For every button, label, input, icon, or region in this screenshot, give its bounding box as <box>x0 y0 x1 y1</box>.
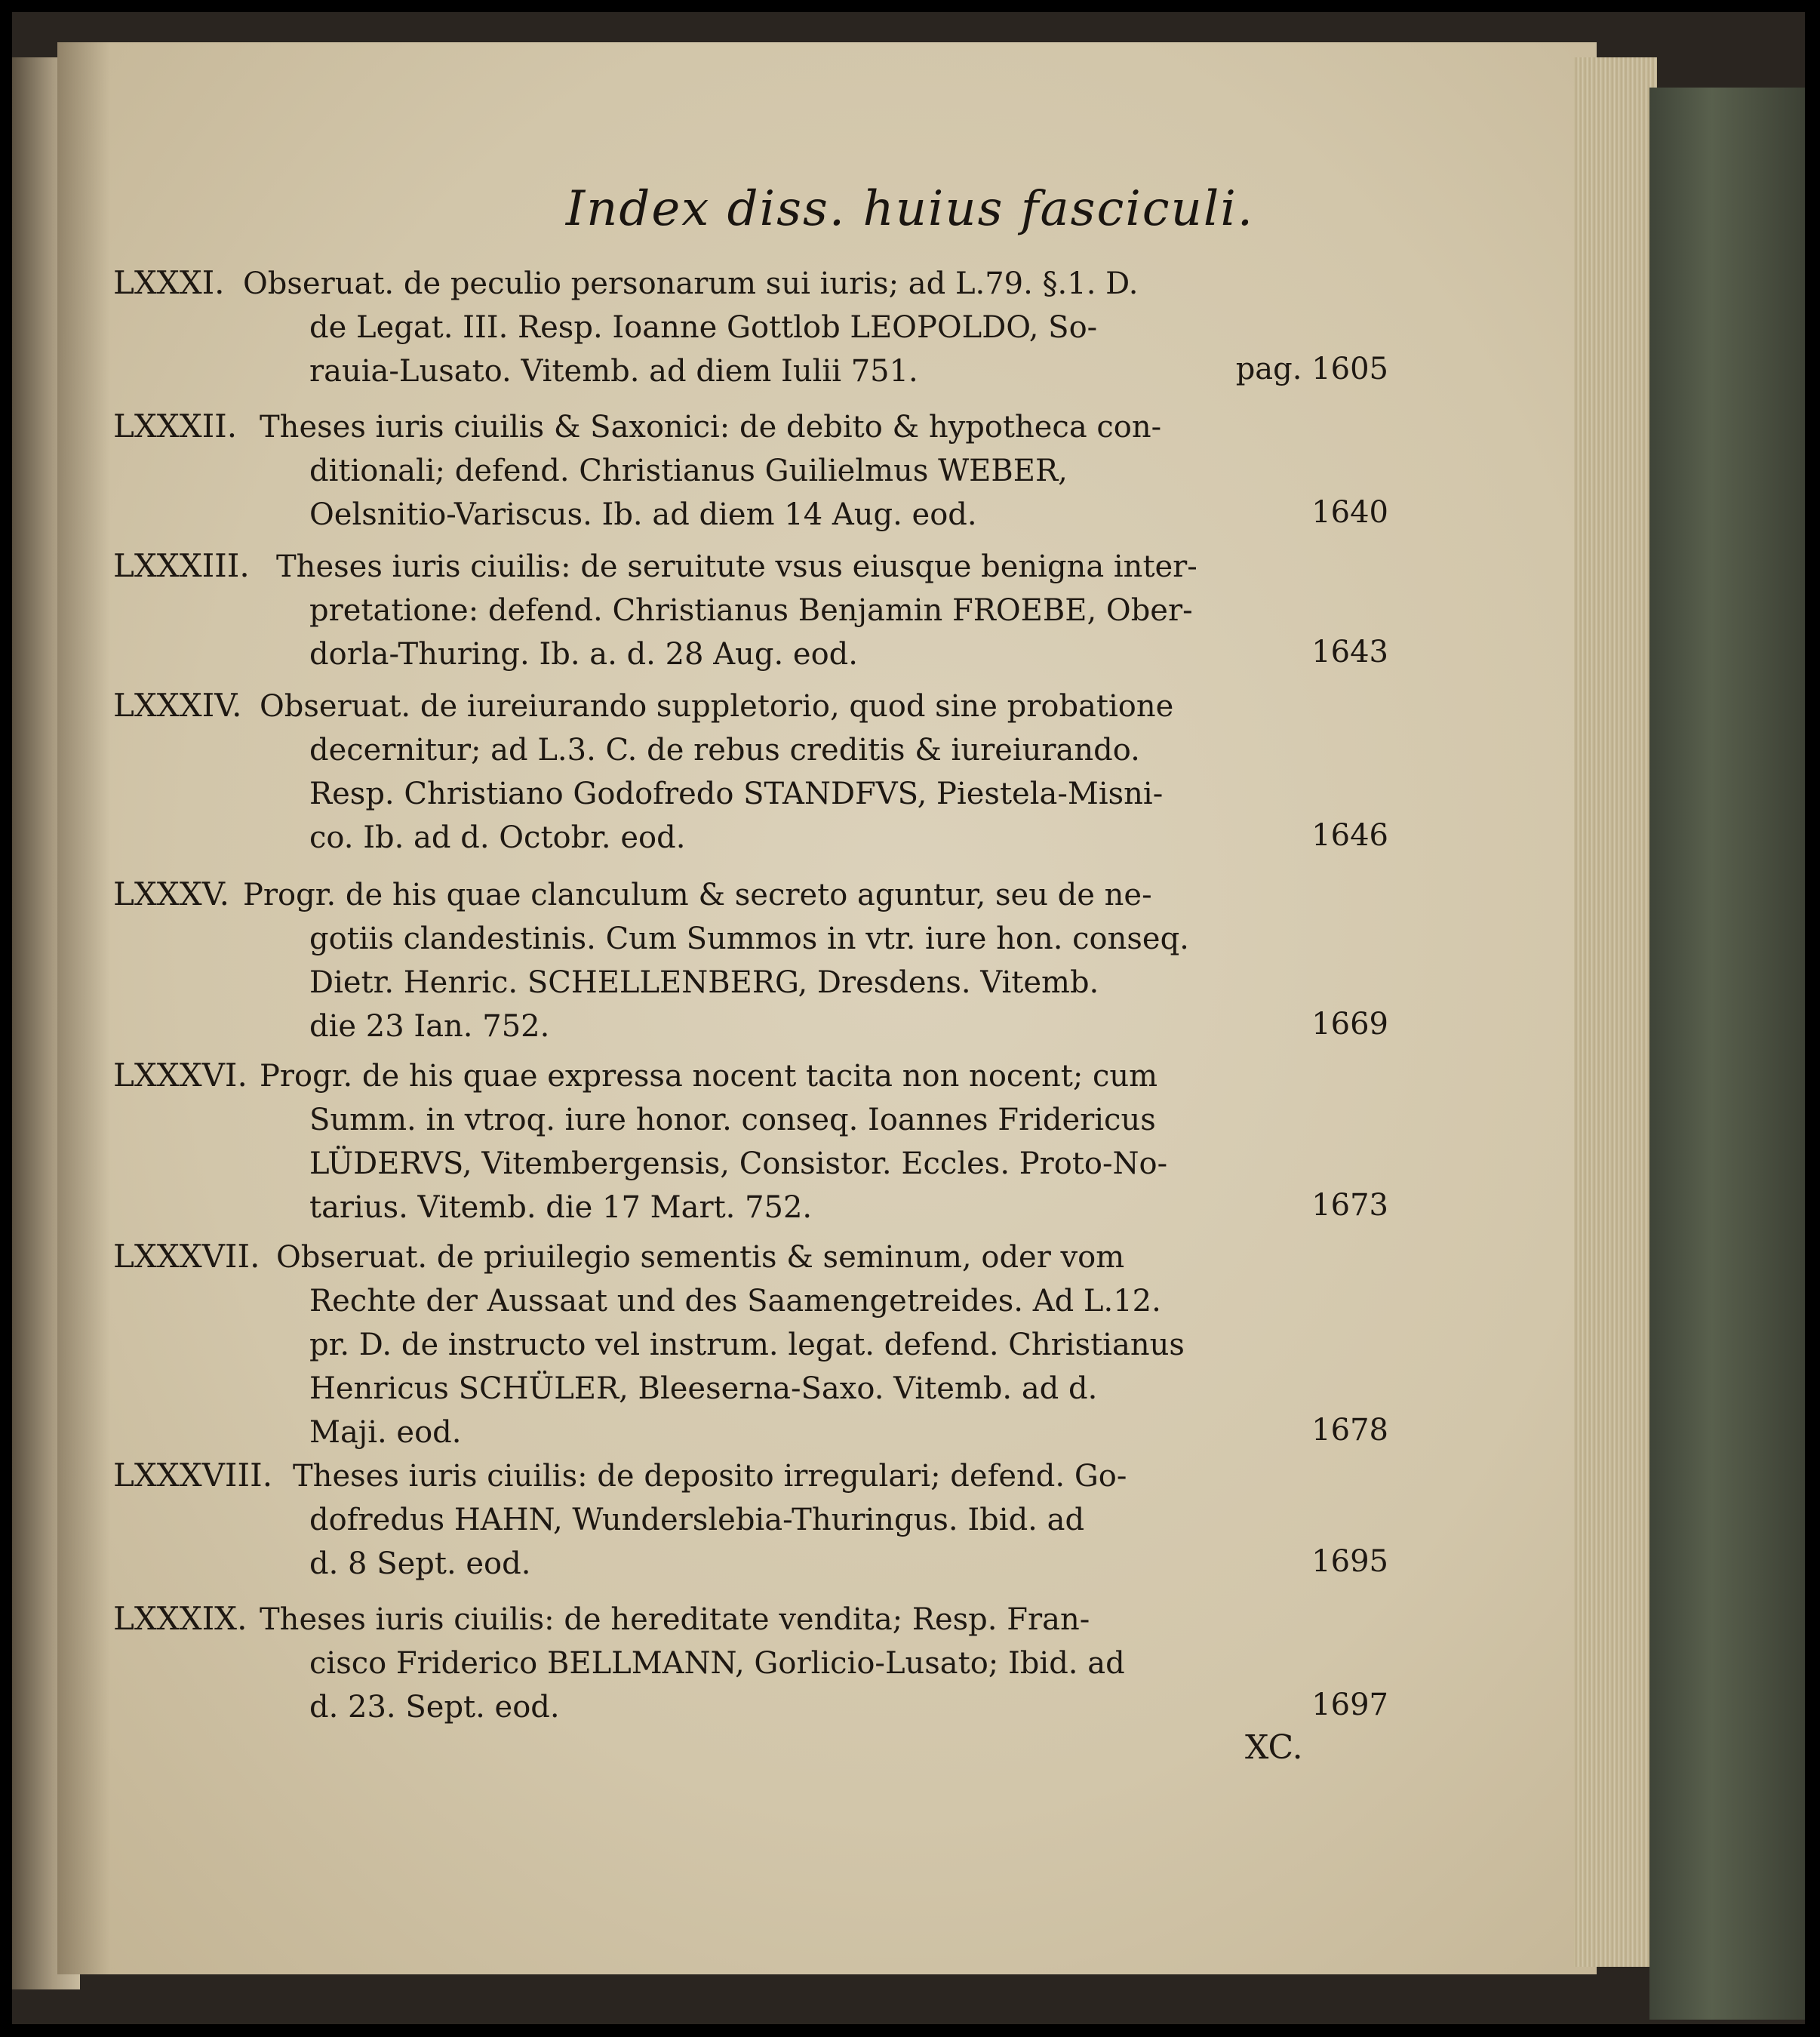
entry-number: LXXXI. <box>113 264 225 301</box>
book-cover <box>1649 88 1805 2020</box>
entry-page-number: 1669 <box>1311 1007 1388 1042</box>
catchword: XC. <box>1245 1728 1303 1767</box>
entry-line: pretatione: defend. Christianus Benjamin FROEBE, Ober- <box>309 593 1193 628</box>
entry-page-number: 1640 <box>1311 495 1388 530</box>
entry-line: Obseruat. de peculio personarum sui iuris; ad L.79. §.1. D. <box>243 266 1139 301</box>
entry-line: gotiis clandestinis. Cum Summos in vtr. iure hon. conseq. <box>309 922 1189 956</box>
entry-line: Rechte der Aussaat und des Saamengetreides. Ad L.12. <box>309 1284 1161 1319</box>
entry-line: Summ. in vtroq. iure honor. conseq. Ioannes Fridericus <box>309 1103 1156 1137</box>
entry-line: cisco Friderico BELLMANN, Gorlicio-Lusato; Ibid. ad <box>309 1646 1125 1681</box>
entry-line: Obseruat. de iureiurando suppletorio, quod sine probatione <box>260 689 1174 724</box>
entry-line: tarius. Vitemb. die 17 Mart. 752. <box>309 1190 813 1225</box>
entry-line: rauia-Lusato. Vitemb. ad diem Iulii 751. <box>309 354 918 389</box>
entry-page-number: 1646 <box>1311 818 1388 853</box>
entry-page-number: 1695 <box>1311 1544 1388 1579</box>
entry-number: LXXXVI. <box>113 1057 247 1094</box>
entry-line: Progr. de his quae expressa nocent tacita non nocent; cum <box>260 1059 1158 1094</box>
entry-line: pr. D. de instructo vel instrum. legat. defend. Christianus <box>309 1328 1185 1362</box>
entry-line: Theses iuris ciuilis: de deposito irregulari; defend. Go- <box>293 1459 1127 1494</box>
entry-line: Henricus SCHÜLER, Bleeserna-Saxo. Vitemb. ad d. <box>309 1371 1098 1406</box>
entry-line: Theses iuris ciuilis: de hereditate vendita; Resp. Fran- <box>260 1602 1090 1637</box>
entry-page-number: 1697 <box>1311 1688 1388 1722</box>
entry-number: LXXXVII. <box>113 1238 260 1275</box>
entry-line: die 23 Ian. 752. <box>309 1009 550 1044</box>
entry-page-number: 1678 <box>1311 1413 1388 1448</box>
entry-line: Dietr. Henric. SCHELLENBERG, Dresdens. Vitemb. <box>309 965 1099 1000</box>
entry-line: d. 23. Sept. eod. <box>309 1690 560 1725</box>
entry-number: LXXXV. <box>113 875 229 912</box>
entry-page-number: pag. 1605 <box>1235 352 1388 386</box>
entry-line: Resp. Christiano Godofredo STANDFVS, Piestela-Misni- <box>309 777 1164 811</box>
entry-page-number: 1673 <box>1311 1188 1388 1223</box>
entry-line: de Legat. III. Resp. Ioanne Gottlob LEOPOLDO, So- <box>309 310 1098 345</box>
entry-line: Maji. eod. <box>309 1415 462 1450</box>
entry-line: dofredus HAHN, Wunderslebia-Thuringus. Ibid. ad <box>309 1503 1085 1537</box>
entry-line: decernitur; ad L.3. C. de rebus creditis & iureiurando. <box>309 733 1140 768</box>
entry-number: LXXXII. <box>113 408 238 445</box>
entry-line: dorla-Thuring. Ib. a. d. 28 Aug. eod. <box>309 637 858 672</box>
entry-line: Obseruat. de priuilegio sementis & seminum, oder vom <box>276 1240 1125 1275</box>
page-gutter-shadow <box>57 42 110 1974</box>
entry-line: Theses iuris ciuilis & Saxonici: de debito & hypotheca con- <box>260 410 1162 445</box>
page-block-edges <box>1574 57 1657 1967</box>
entry-line: Progr. de his quae clanculum & secreto aguntur, seu de ne- <box>243 878 1152 912</box>
entry-line: d. 8 Sept. eod. <box>309 1546 531 1581</box>
entry-line: ditionali; defend. Christianus Guilielmus WEBER, <box>309 454 1068 488</box>
running-head: Index diss. huius fasciculi. <box>565 181 1255 237</box>
entry-line: Theses iuris ciuilis: de seruitute vsus eiusque benigna inter- <box>276 549 1197 584</box>
entry-number: LXXXIII. <box>113 547 250 584</box>
entry-number: LXXXIX. <box>113 1600 247 1637</box>
entry-line: LÜDERVS, Vitembergensis, Consistor. Eccles. Proto-No- <box>309 1146 1168 1181</box>
entry-number: LXXXVIII. <box>113 1457 273 1494</box>
entry-number: LXXXIV. <box>113 687 242 724</box>
entry-line: co. Ib. ad d. Octobr. eod. <box>309 820 686 855</box>
entry-line: Oelsnitio-Variscus. Ib. ad diem 14 Aug. eod. <box>309 497 977 532</box>
entry-page-number: 1643 <box>1311 635 1388 669</box>
